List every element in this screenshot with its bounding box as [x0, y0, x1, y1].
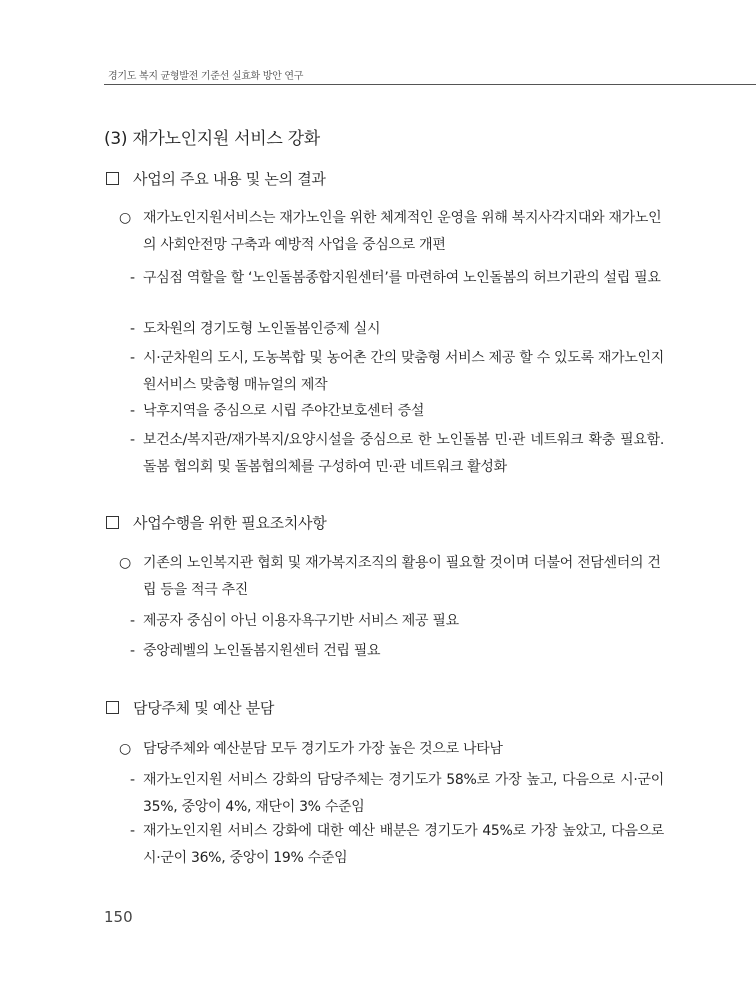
dash-bullet-text: 낙후지역을 중심으로 시립 주야간보호센터 증설	[143, 403, 425, 419]
dash-bullet-text: 구심점 역할을 할 ‘노인돌봄종합지원센터’를 마련하여 노인돌봄의 허브기관의 설립 필요	[143, 270, 661, 286]
dash-bullet-text: 도차원의 경기도형 노인돌봄인증제 실시	[143, 321, 381, 337]
circle-bullet-icon: ○	[119, 741, 131, 757]
subheading-main-content	[106, 168, 326, 189]
subheading-text: 사업수행을 위한 필요조치사항	[133, 514, 327, 532]
dash-bullet-icon: -	[130, 350, 135, 366]
section-title: (3) 재가노인지원 서비스 강화	[104, 129, 320, 149]
dash-bullet-item	[130, 265, 664, 292]
circle-bullet-item	[119, 205, 664, 259]
dash-bullet-item	[130, 818, 664, 872]
circle-bullet-item	[119, 550, 664, 604]
dash-bullet-text: 재가노인지원 서비스 강화의 담당주체는 경기도가 58%로 가장 높고, 다음으로 시·군이 35%, 중앙이 4%, 재단이 3% 수준임	[143, 772, 664, 815]
subheading-text: 사업의 주요 내용 및 논의 결과	[133, 170, 326, 188]
page-number: 150	[104, 908, 133, 926]
dash-bullet-item	[130, 608, 664, 635]
dash-bullet-icon: -	[130, 613, 135, 629]
dash-bullet-text: 제공자 중심이 아닌 이용자욕구기반 서비스 제공 필요	[143, 613, 459, 629]
dash-bullet-item	[130, 427, 664, 481]
subheading-text: 담당주체 및 예산 분담	[133, 699, 275, 717]
circle-bullet-text: 기존의 노인복지관 협회 및 재가복지조직의 활용이 필요할 것이며 더불어 전담센터의 건립 등을 적극 추진	[143, 555, 661, 598]
dash-bullet-item	[130, 767, 664, 821]
circle-bullet-item	[119, 736, 664, 763]
dash-bullet-icon: -	[130, 772, 135, 788]
header-divider	[104, 84, 756, 85]
dash-bullet-icon: -	[130, 643, 135, 659]
subheading-responsibility-budget	[106, 697, 274, 718]
dash-bullet-icon: -	[130, 432, 135, 448]
subheading-required-actions	[106, 512, 326, 533]
dash-bullet-text: 재가노인지원 서비스 강화에 대한 예산 배분은 경기도가 45%로 가장 높았고, 다음으로 시·군이 36%, 중앙이 19% 수준임	[143, 823, 664, 866]
dash-bullet-text: 보건소/복지관/재가복지/요양시설을 중심으로 한 노인돌봄 민·관 네트워크 확충 필요함. 돌봄 협의회 및 돌봄협의체를 구성하여 민·관 네트워크 활성화	[143, 432, 664, 475]
dash-bullet-icon: -	[130, 321, 135, 337]
dash-bullet-item	[130, 345, 664, 399]
checkbox-square-icon	[106, 516, 119, 529]
checkbox-square-icon	[106, 172, 119, 185]
dash-bullet-icon: -	[130, 270, 135, 286]
dash-bullet-icon: -	[130, 823, 135, 839]
checkbox-square-icon	[106, 701, 119, 714]
dash-bullet-item	[130, 398, 664, 425]
dash-bullet-item	[130, 638, 664, 665]
circle-bullet-text: 담당주체와 예산분담 모두 경기도가 가장 높은 것으로 나타남	[143, 741, 503, 757]
dash-bullet-item	[130, 316, 664, 343]
circle-bullet-text: 재가노인지원서비스는 재가노인을 위한 체계적인 운영을 위해 복지사각지대와 재가노인의 사회안전망 구축과 예방적 사업을 중심으로 개편	[143, 210, 662, 253]
circle-bullet-icon: ○	[119, 555, 131, 571]
circle-bullet-icon: ○	[119, 210, 131, 226]
dash-bullet-icon: -	[130, 403, 135, 419]
dash-bullet-text: 시·군차원의 도시, 도농복합 및 농어촌 간의 맞춤형 서비스 제공 할 수 있도록 재가노인지원서비스 맞춤형 매뉴얼의 제작	[143, 350, 664, 393]
dash-bullet-text: 중앙레벨의 노인돌봄지원센터 건립 필요	[143, 643, 381, 659]
running-header: 경기도 복지 균형발전 기준선 실효화 방안 연구	[108, 71, 304, 82]
